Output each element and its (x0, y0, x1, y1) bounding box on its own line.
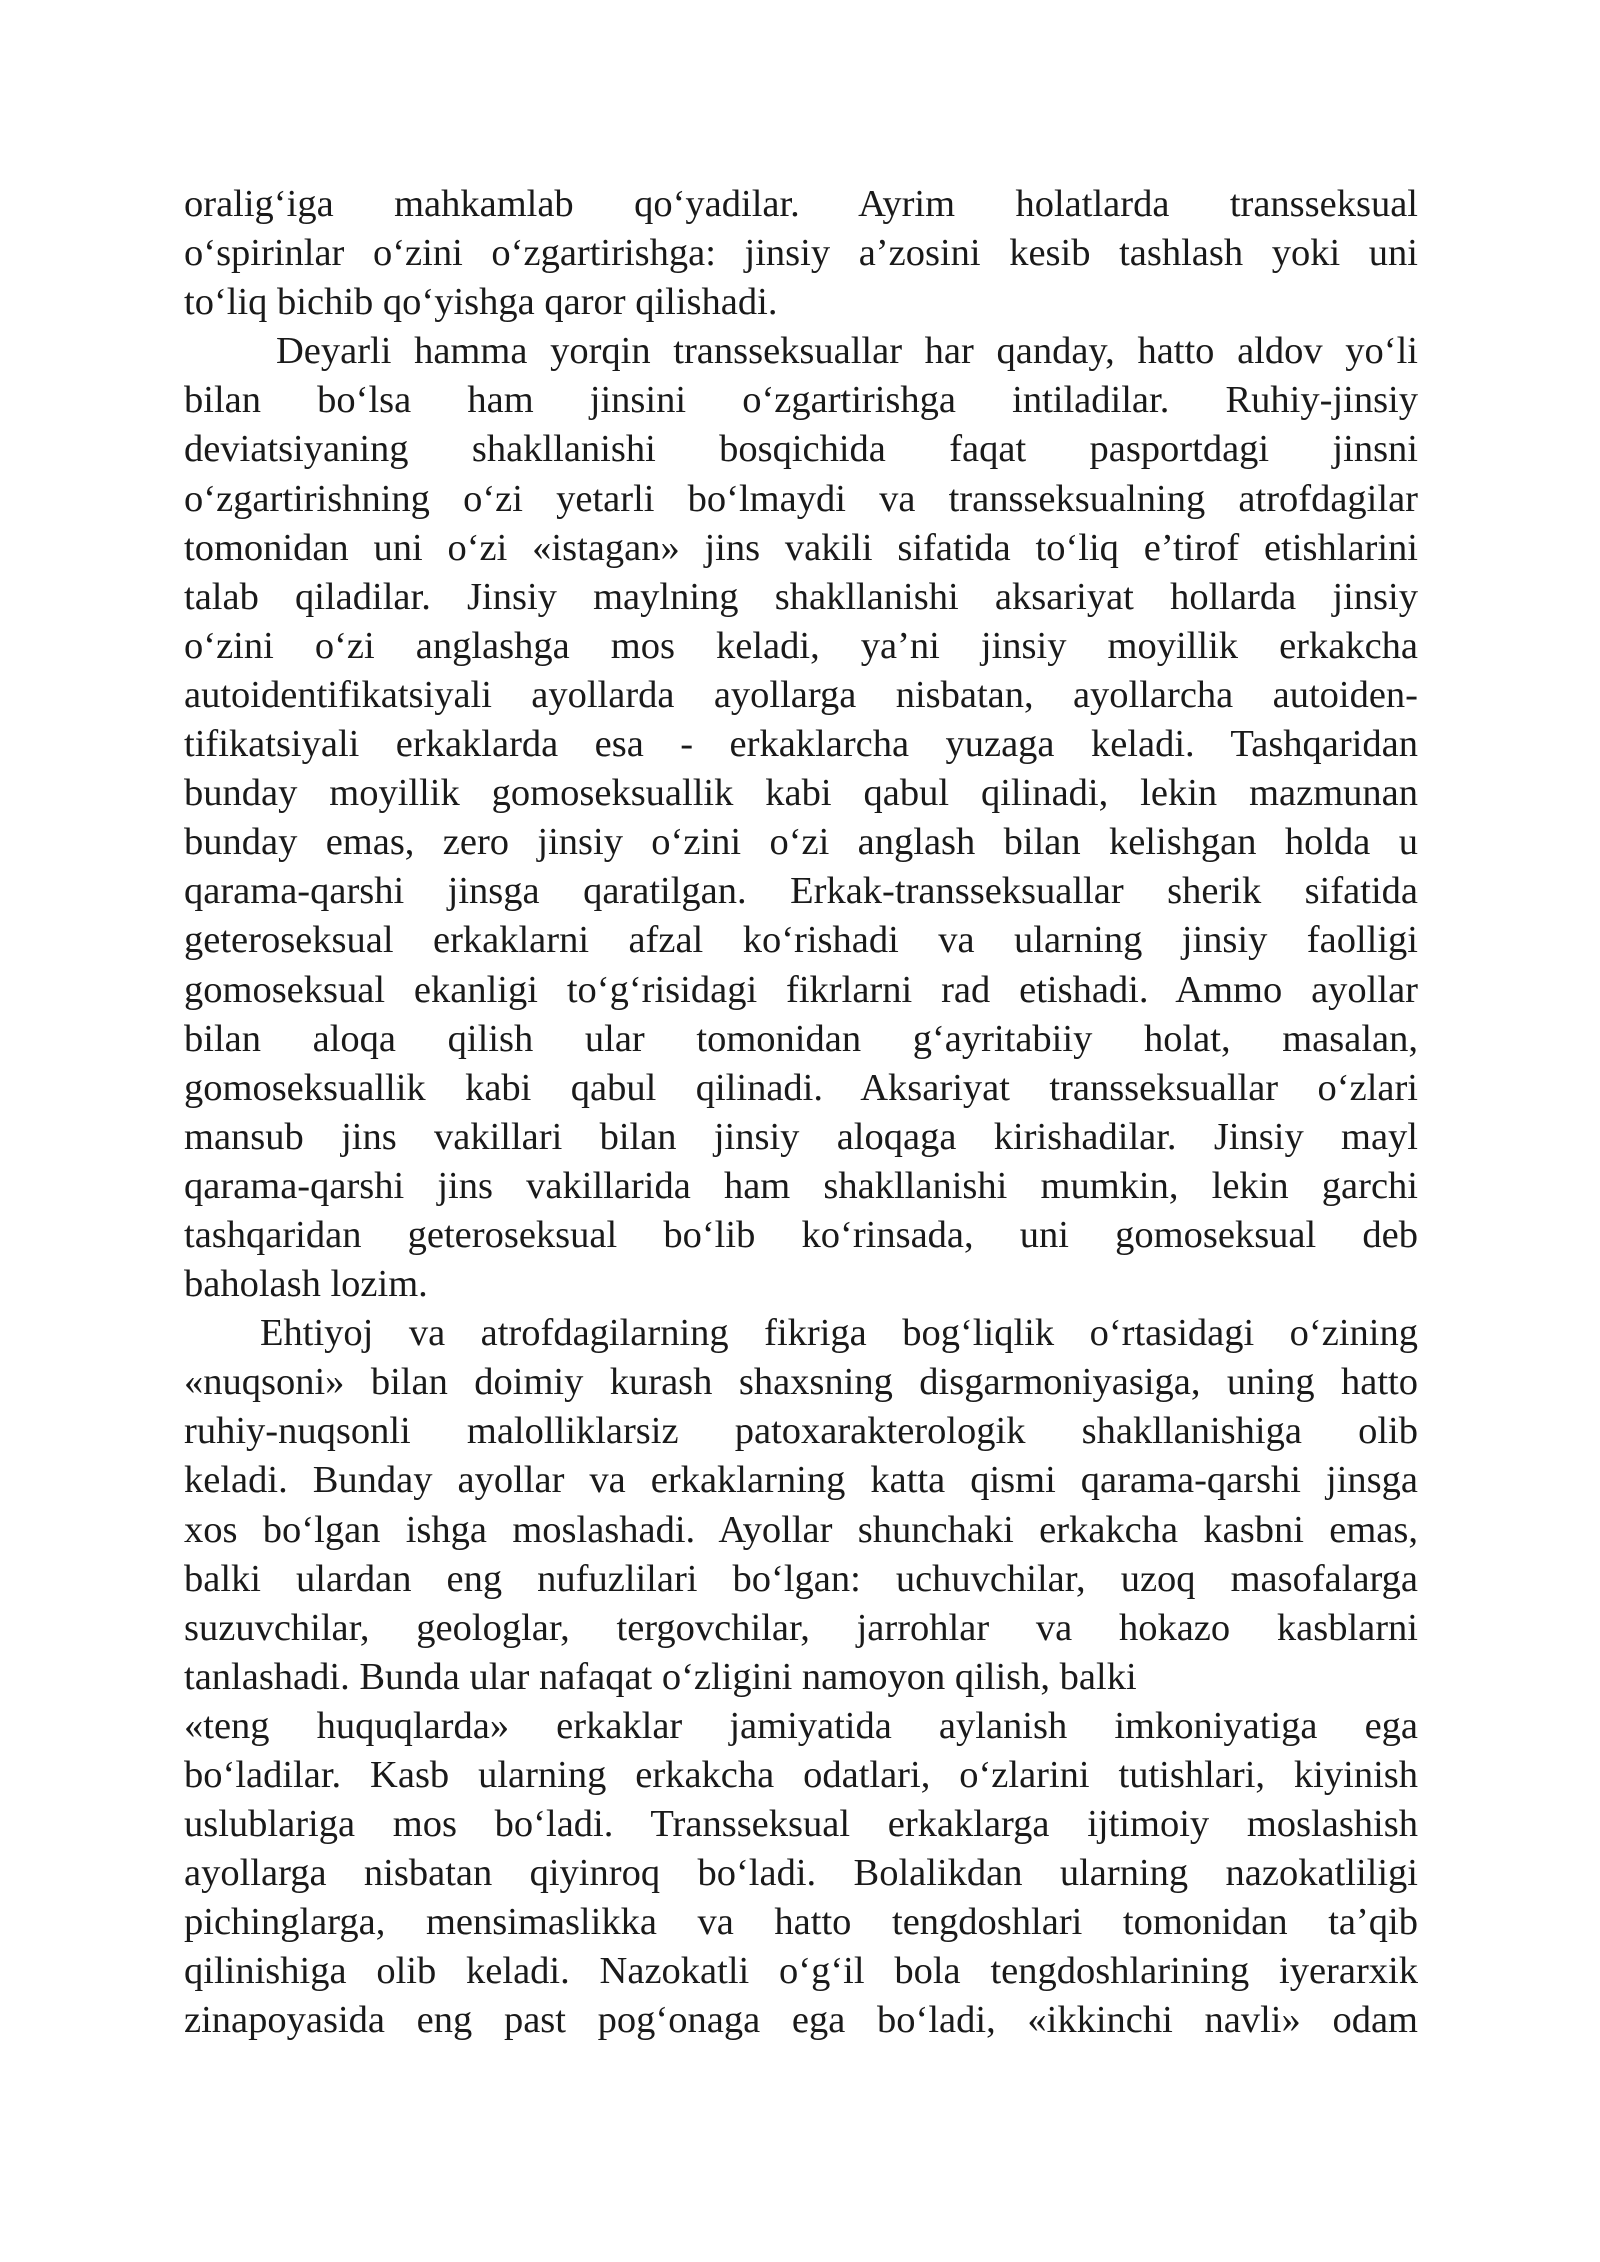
text-line: Deyarli hamma yorqin transseksuallar har qanday, hatto aldov yo‘li (276, 330, 1418, 373)
text-line: ayollarga nisbatan qiyinroq bo‘ladi. Bolalikdan ularning nazokatliligi (184, 1852, 1418, 1895)
text-line: bilan bo‘lsa ham jinsini o‘zgartirishga intiladilar. Ruhiy-jinsiy (184, 379, 1418, 422)
text-line: tanlashadi. Bunda ular nafaqat o‘zligini namoyon qilish, balki (184, 1655, 1137, 1698)
text-line: balki ulardan eng nufuzlilari bo‘lgan: uchuvchilar, uzoq masofalarga (184, 1557, 1418, 1600)
text-line: qarama-qarshi jinsga qaratilgan. Erkak-transseksuallar sherik sifatida (184, 870, 1418, 913)
body-text (184, 180, 1418, 2046)
text-line: talab qiladilar. Jinsiy maylning shakllanishi aksariyat hollarda jinsiy (184, 575, 1418, 618)
text-line: gomoseksual ekanligi to‘g‘risidagi fikrlarni rad etishadi. Ammo ayollar (184, 968, 1418, 1011)
text-line: «nuqsoni» bilan doimiy kurash shaxsning disgarmoniyasiga, uning hatto (184, 1361, 1418, 1404)
text-line: geteroseksual erkaklarni afzal ko‘rishadi va ularning jinsiy faolligi (184, 919, 1418, 962)
text-line: deviatsiyaning shakllanishi bosqichida faqat pasportdagi jinsni (184, 428, 1418, 471)
text-line: xos bo‘lgan ishga moslashadi. Ayollar shunchaki erkakcha kasbni emas, (184, 1508, 1418, 1551)
text-line: uslublariga mos bo‘ladi. Transseksual erkaklarga ijtimoiy moslashish (184, 1803, 1418, 1846)
text-line: oralig‘iga mahkamlab qo‘yadilar. Ayrim holatlarda transseksual (184, 183, 1418, 225)
text-line: qarama-qarshi jins vakillarida ham shakllanishi mumkin, lekin garchi (184, 1164, 1418, 1207)
text-line: tashqaridan geteroseksual bo‘lib ko‘rinsada, uni gomoseksual deb (184, 1213, 1418, 1256)
text-line: Ehtiyoj va atrofdagilarning fikriga bog‘liqlik o‘rtasidagi o‘zining (260, 1312, 1418, 1355)
text-line: keladi. Bunday ayollar va erkaklarning katta qismi qarama-qarshi jinsga (184, 1459, 1418, 1502)
text-line: bilan aloqa qilish ular tomonidan g‘ayritabiiy holat, masalan, (184, 1017, 1418, 1060)
text-line: bo‘ladilar. Kasb ularning erkakcha odatlari, o‘zlarini tutishlari, kiyinish (184, 1754, 1418, 1796)
text-line: pichinglarga, mensimaslikka va hatto tengdoshlari tomonidan ta’qib (184, 1901, 1418, 1944)
text-line: o‘zini o‘zi anglashga mos keladi, ya’ni jinsiy moyillik erkakcha (184, 624, 1418, 667)
text-line: tifikatsiyali erkaklarda esa - erkaklarcha yuzaga keladi. Tashqaridan (184, 723, 1418, 766)
text-line: qilinishiga olib keladi. Nazokatli o‘g‘il bola tengdoshlarining iyerarxik (184, 1950, 1418, 1993)
text-line: suzuvchilar, geologlar, tergovchilar, jarrohlar va hokazo kasblarni (184, 1606, 1418, 1649)
text-line: to‘liq bichib qo‘yishga qaror qilishadi. (184, 281, 778, 324)
text-line: «teng huquqlarda» erkaklar jamiyatida aylanish imkoniyatiga ega (184, 1704, 1418, 1747)
text-line: bunday moyillik gomoseksuallik kabi qabul qilinadi, lekin mazmunan (184, 772, 1418, 815)
text-line: autoidentifikatsiyali ayollarda ayollarga nisbatan, ayollarcha autoiden- (184, 673, 1418, 716)
text-line: gomoseksuallik kabi qabul qilinadi. Aksariyat transseksuallar o‘zlari (184, 1066, 1418, 1109)
text-line: o‘zgartirishning o‘zi yetarli bo‘lmaydi va transseksualning atrofdagilar (184, 477, 1418, 520)
text-line: zinapoyasida eng past pog‘onaga ega bo‘ladi, «ikkinchi navli» odam (184, 1999, 1418, 2042)
text-line: mansub jins vakillari bilan jinsiy aloqaga kirishadilar. Jinsiy mayl (184, 1115, 1418, 1158)
text-line: o‘spirinlar o‘zini o‘zgartirishga: jinsiy a’zosini kesib tashlash yoki uni (184, 232, 1418, 275)
text-line: baholash lozim. (184, 1263, 428, 1306)
text-line: tomonidan uni o‘zi «istagan» jins vakili sifatida to‘liq e’tirof etishlarini (184, 526, 1418, 569)
text-line: ruhiy-nuqsonli malolliklarsiz patoxarakterologik shakllanishiga olib (184, 1410, 1418, 1453)
text-line: bunday emas, zero jinsiy o‘zini o‘zi anglash bilan kelishgan holda u (184, 821, 1418, 864)
